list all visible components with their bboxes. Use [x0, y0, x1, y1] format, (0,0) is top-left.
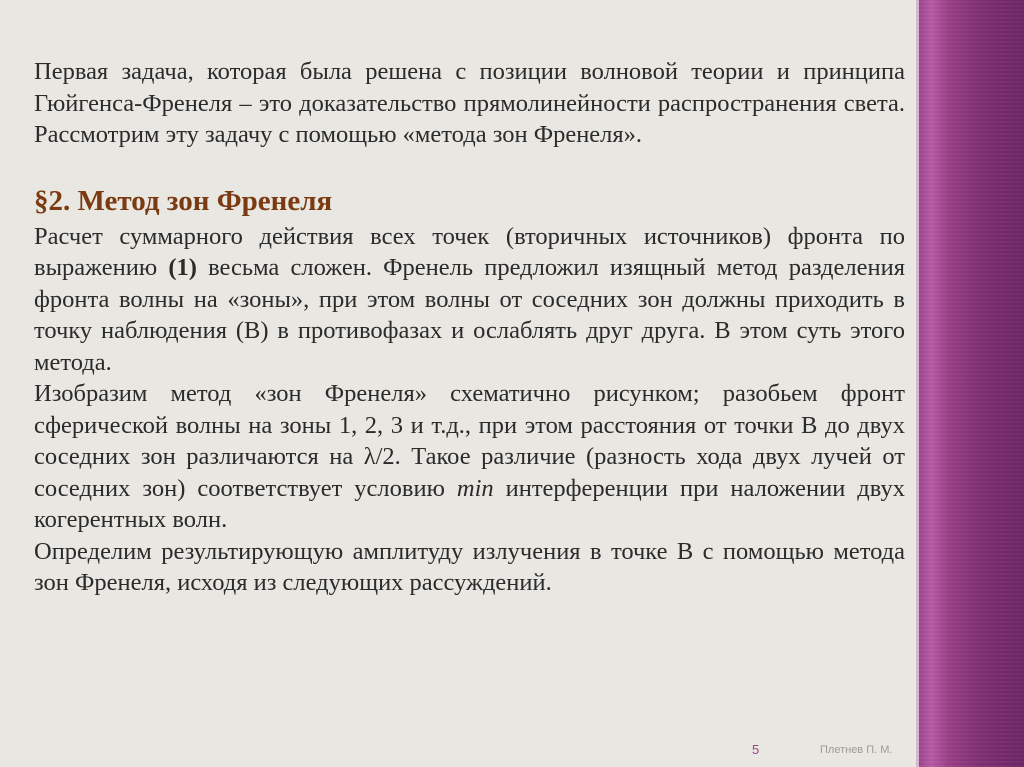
author-name: Плетнев П. М.	[820, 744, 893, 756]
slide-content	[34, 56, 905, 599]
amplitude-paragraph: Определим результирующую амплитуду излучения в точке В с помощью метода зон Френеля, исходя из следующих рассуждений.	[34, 537, 905, 596]
zones-text-start: Изобразим метод «зон Френеля» схематично рисунком; разобьем фронт сферической волны на зоны 1, 2, 3 и т.д., при этом расстояния от точки В до двух соседних зон различаются на λ/2. Такое различие (разность хода двух лучей от соседних зон) соответствует условию	[34, 380, 905, 502]
zones-text-end: интерференции при наложении двух когерентных волн.	[34, 474, 905, 533]
method-paragraph	[34, 221, 905, 379]
decorative-side-panel	[916, 0, 1024, 767]
section-heading: §2. Метод зон Френеля	[34, 184, 333, 217]
min-term: min	[456, 474, 494, 502]
page-number: 5	[752, 742, 760, 757]
intro-paragraph: Первая задача, которая была решена с позиции волновой теории и принципа Гюйгенса-Френеля – это доказательство прямолинейности распространения света. Рассмотрим эту задачу с помощью «метода зон Френеля».	[34, 58, 905, 148]
equation-reference: (1)	[168, 254, 197, 281]
method-text-end: весьма сложен. Френель предложил изящный метод разделения фронта волны на «зоны», при этом волны от соседних зон должны приходить в точку наблюдения (В) в противофазах и ослаблять друг друга. В этом суть этого метода.	[34, 254, 905, 376]
method-text-start: Расчет суммарного действия всех точек (вторичных источников) фронта по выражению	[34, 222, 905, 281]
zones-paragraph	[34, 378, 905, 536]
